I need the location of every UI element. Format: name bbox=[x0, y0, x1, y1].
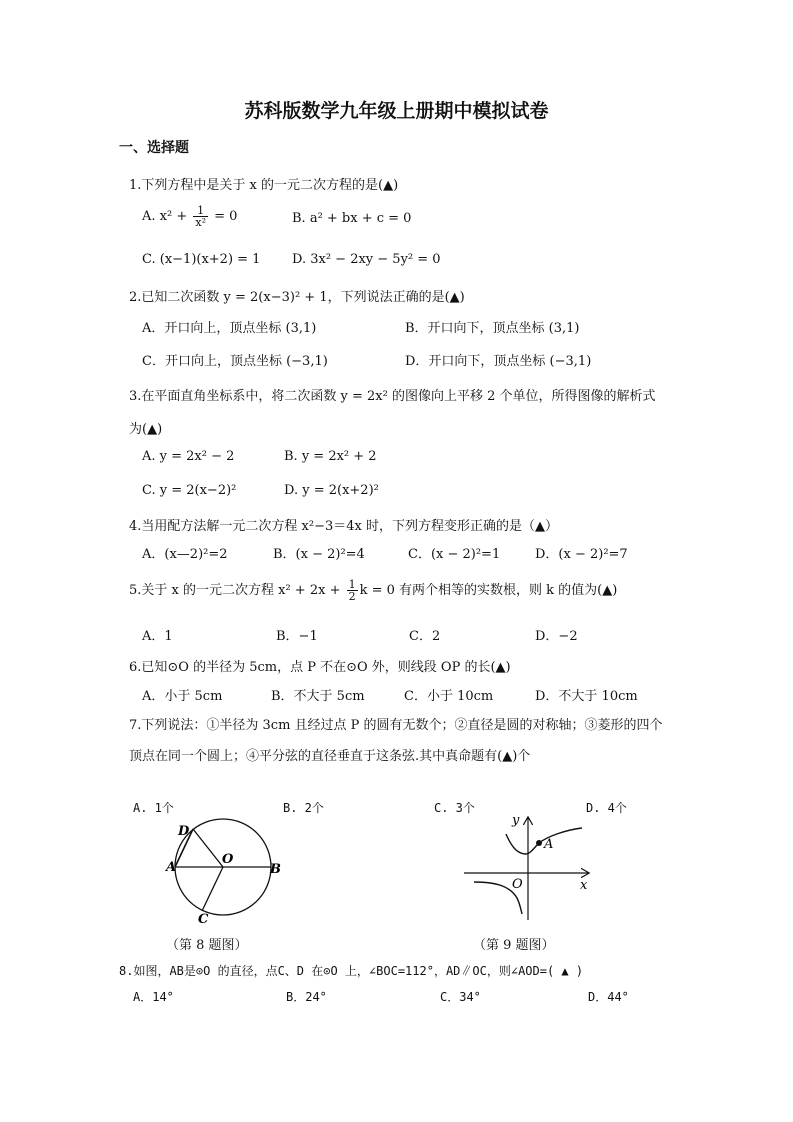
fraction bbox=[347, 579, 358, 602]
question-1-option-b: B. a² + bx + c = 0 bbox=[292, 211, 412, 226]
label-o: O bbox=[222, 852, 234, 867]
question-7-option-d: D. 4个 bbox=[586, 801, 627, 815]
fraction-denominator: 2 bbox=[348, 590, 356, 603]
fraction-denominator: x² bbox=[195, 216, 206, 229]
question-4-option-b: B．(x − 2)²=4 bbox=[273, 547, 365, 562]
section-heading: 一、选择题 bbox=[119, 140, 189, 156]
radius-od bbox=[193, 829, 223, 867]
question-5-stem-post: k = 0 有两个相等的实数根，则 k 的值为(▲) bbox=[359, 583, 618, 598]
question-2-stem: 2.已知二次函数 y = 2(x−3)² + 1，下列说法正确的是(▲) bbox=[129, 290, 465, 305]
question-4-stem: 4.当用配方法解一元二次方程 x²−3＝4x 时，下列方程变形正确的是（▲） bbox=[129, 519, 558, 534]
question-2-option-c: C．开口向上，顶点坐标 (−3,1) bbox=[142, 354, 328, 369]
fraction bbox=[193, 205, 208, 228]
question-8-option-c: C．34° bbox=[440, 990, 481, 1004]
question-4-option-d: D．(x − 2)²=7 bbox=[535, 547, 628, 562]
question-2-option-a: A．开口向上，顶点坐标 (3,1) bbox=[142, 321, 317, 336]
option-a-tail: = 0 bbox=[209, 209, 238, 224]
label-d: D bbox=[178, 824, 190, 839]
label-a: A bbox=[166, 860, 177, 875]
fraction-numerator: 1 bbox=[193, 205, 208, 217]
question-6-option-b: B．不大于 5cm bbox=[271, 689, 365, 704]
question-2-option-b: B．开口向下，顶点坐标 (3,1) bbox=[405, 321, 580, 336]
point-a bbox=[536, 840, 542, 846]
question-1-option-c: C. (x−1)(x+2) = 1 bbox=[142, 252, 261, 267]
question-6-option-c: C．小于 10cm bbox=[404, 689, 494, 704]
question-7-option-b: B. 2个 bbox=[283, 801, 324, 815]
option-a-text: A. x² + bbox=[142, 209, 192, 224]
question-7-stem-line2: 顶点在同一个圆上；④平分弦的直径垂直于这条弦.其中真命题有(▲)个 bbox=[129, 749, 531, 764]
question-5-option-d: D．−2 bbox=[535, 629, 578, 644]
question-8-stem: 8.如图，AB是⊙O 的直径，点C、D 在⊙O 上，∠BOC=112°，AD∥OC，则∠AOD=( ▲ ) bbox=[119, 964, 584, 978]
question-4-option-c: C．(x − 2)²=1 bbox=[408, 547, 501, 562]
question-3-option-b: B. y = 2x² + 2 bbox=[284, 449, 377, 464]
question-3-option-a: A. y = 2x² − 2 bbox=[142, 449, 235, 464]
question-1-option-a bbox=[142, 205, 237, 228]
fraction-numerator: 1 bbox=[348, 578, 356, 591]
question-5-stem-pre: 5.关于 x 的一元二次方程 x² + 2x + bbox=[129, 583, 345, 598]
question-1-stem: 1.下列方程中是关于 x 的一元二次方程的是(▲) bbox=[129, 178, 399, 193]
figure-8-caption: （第 8 题图） bbox=[166, 938, 248, 953]
question-8-option-a: A．14° bbox=[133, 990, 174, 1004]
figure-9-caption: （第 9 题图） bbox=[473, 938, 555, 953]
question-3-option-d: D. y = 2(x+2)² bbox=[284, 483, 379, 498]
question-5-option-a: A．1 bbox=[142, 629, 173, 644]
label-c: C bbox=[198, 912, 209, 927]
question-3-option-c: C. y = 2(x−2)² bbox=[142, 483, 237, 498]
question-6-stem: 6.已知⊙O 的半径为 5cm，点 P 不在⊙O 外，则线段 OP 的长(▲) bbox=[129, 660, 511, 675]
question-7-option-a: A. 1个 bbox=[133, 801, 174, 815]
figure-8-circle-diagram bbox=[160, 815, 290, 927]
question-5-stem bbox=[129, 579, 617, 602]
question-3-stem-line2: 为(▲) bbox=[129, 422, 163, 437]
label-a: A bbox=[544, 837, 554, 852]
figure-9-function-graph bbox=[460, 810, 595, 922]
question-1-option-d: D. 3x² − 2xy − 5y² = 0 bbox=[292, 252, 441, 267]
question-3-stem-line1: 3.在平面直角坐标系中，将二次函数 y = 2x² 的图像向上平移 2 个单位，所得图像的解析式 bbox=[129, 389, 656, 404]
radius-oc bbox=[202, 867, 223, 911]
question-8-option-b: B．24° bbox=[286, 990, 327, 1004]
label-y: y bbox=[512, 813, 520, 828]
question-5-option-c: C．2 bbox=[409, 629, 441, 644]
label-b: B bbox=[270, 862, 281, 877]
label-x: x bbox=[580, 878, 588, 893]
question-5-option-b: B．−1 bbox=[276, 629, 318, 644]
question-7-stem-line1: 7.下列说法：①半径为 3cm 且经过点 P 的圆有无数个；②直径是圆的对称轴；③菱形的四个 bbox=[129, 718, 663, 733]
question-8-option-d: D．44° bbox=[588, 990, 629, 1004]
label-o: O bbox=[512, 877, 523, 892]
question-2-option-d: D．开口向下，顶点坐标 (−3,1) bbox=[405, 354, 592, 369]
question-7-option-c: C. 3个 bbox=[434, 801, 475, 815]
question-6-option-d: D．不大于 10cm bbox=[535, 689, 638, 704]
question-6-option-a: A．小于 5cm bbox=[142, 689, 223, 704]
question-4-option-a: A．(x—2)²=2 bbox=[142, 547, 228, 562]
page-title: 苏科版数学九年级上册期中模拟试卷 bbox=[244, 100, 549, 122]
